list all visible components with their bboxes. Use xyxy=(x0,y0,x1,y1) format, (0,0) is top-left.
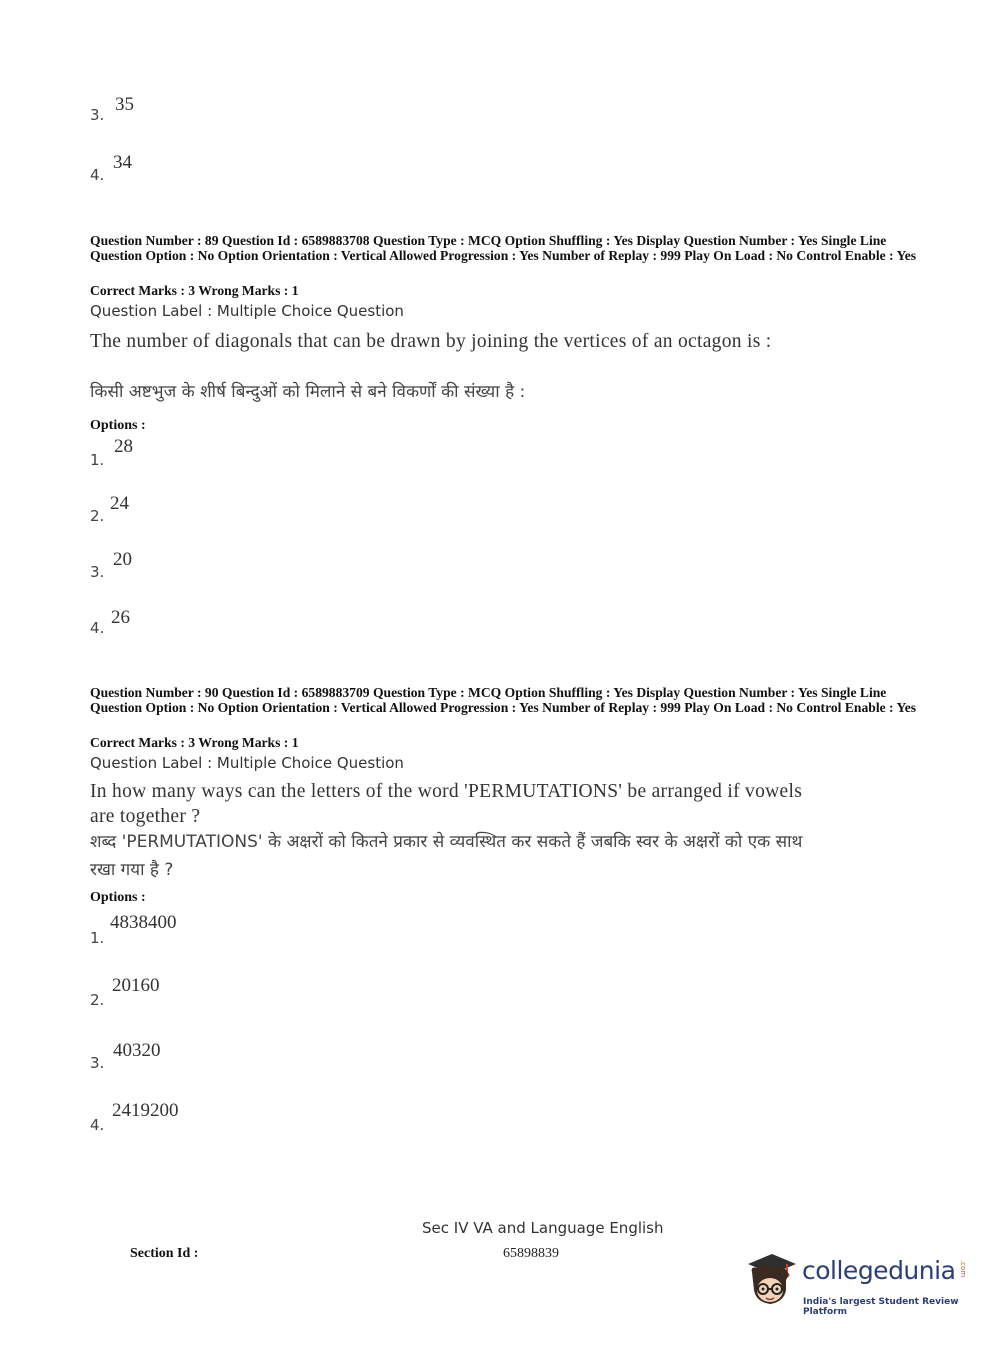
option-value: 40320 xyxy=(113,1040,161,1061)
options-heading: Options : xyxy=(90,890,146,905)
option-number: 4. xyxy=(90,166,105,184)
option-number: 4. xyxy=(90,1116,105,1134)
student-mascot-icon xyxy=(742,1250,800,1310)
logo-wordmark: collegedunia xyxy=(802,1256,956,1285)
question-label: Question Label : Multiple Choice Question xyxy=(90,302,404,320)
option-value: 35 xyxy=(115,94,134,115)
option-value: 34 xyxy=(113,152,132,173)
option-number: 4. xyxy=(90,619,105,637)
collegedunia-logo xyxy=(742,1250,972,1317)
question-text-hindi: शब्द 'PERMUTATIONS' के अक्षरों को कितने प्रकार से व्यवस्थित कर सकते हैं जबकि स्वर के अक्षरों को एक साथ रखा गया है ? xyxy=(90,832,803,880)
question-text-english: In how many ways can the letters of the word 'PERMUTATIONS' be arranged if vowels are together ? xyxy=(90,781,803,827)
logo-tagline: India's largest Student Review Platform xyxy=(803,1297,959,1317)
option-number: 2. xyxy=(90,991,105,1009)
option-value: 26 xyxy=(111,607,130,628)
section-id-label: Section Id : xyxy=(130,1246,199,1261)
question-text-english: The number of diagonals that can be drawn by joining the vertices of an octagon is : xyxy=(90,331,772,352)
question-marks: Correct Marks : 3 Wrong Marks : 1 xyxy=(90,735,299,750)
section-name: Sec IV VA and Language English xyxy=(422,1219,664,1237)
question-meta: Question Number : 90 Question Id : 6589883709 Question Type : MCQ Option Shuffling : Yes Display Question Number : Yes Single Line Question Option : No Option Orientation : Vertical Allowed Progression : Yes Number of Replay : 999 Play On Load : No Control Enable : Yes xyxy=(90,685,917,715)
question-label: Question Label : Multiple Choice Question xyxy=(90,754,404,772)
option-value: 24 xyxy=(110,493,129,514)
question-meta: Question Number : 89 Question Id : 6589883708 Question Type : MCQ Option Shuffling : Yes Display Question Number : Yes Single Line Question Option : No Option Orientation : Vertical Allowed Progression : Yes Number of Replay : 999 Play On Load : No Control Enable : Yes xyxy=(90,233,917,263)
option-value: 4838400 xyxy=(110,912,177,933)
options-heading: Options : xyxy=(90,418,146,433)
option-value: 20 xyxy=(113,549,132,570)
option-value: 28 xyxy=(114,436,133,457)
question-text-hindi: किसी अष्टभुज के शीर्ष बिन्दुओं को मिलाने से बने विकर्णों की संख्या है : xyxy=(90,382,526,402)
option-value: 20160 xyxy=(112,975,160,996)
option-number: 1. xyxy=(90,451,105,469)
option-number: 1. xyxy=(90,929,105,947)
question-marks: Correct Marks : 3 Wrong Marks : 1 xyxy=(90,283,299,298)
logo-domain: .com xyxy=(959,1260,967,1278)
option-number: 2. xyxy=(90,507,105,525)
option-number: 3. xyxy=(90,563,105,581)
option-number: 3. xyxy=(90,1054,105,1072)
section-id-value: 65898839 xyxy=(503,1246,559,1261)
option-number: 3. xyxy=(90,106,105,124)
option-value: 2419200 xyxy=(112,1100,179,1121)
